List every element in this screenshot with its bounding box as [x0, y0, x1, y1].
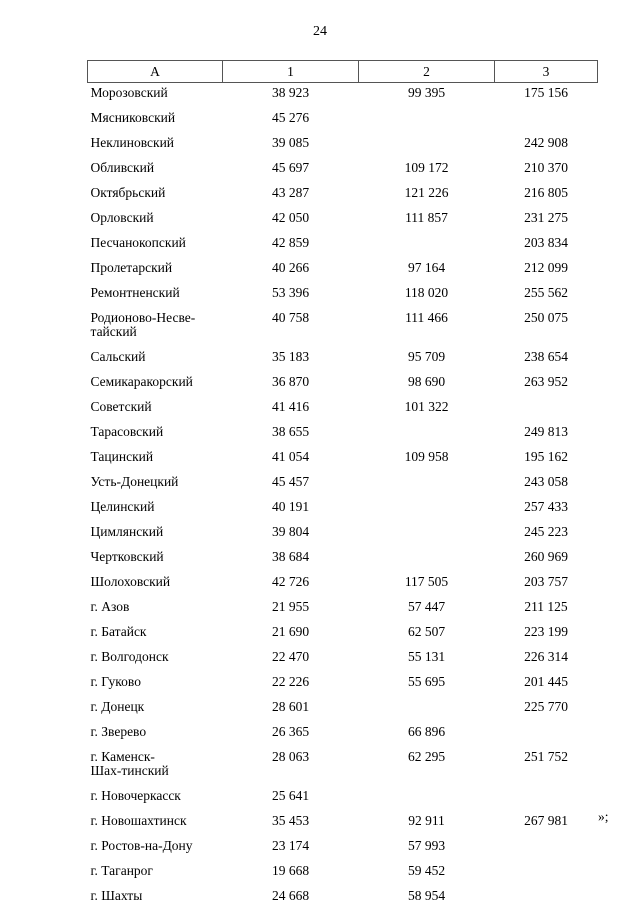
table-row	[88, 208, 598, 233]
value-cell: 42 859	[223, 233, 359, 258]
district-name-cell: Орловский	[88, 208, 223, 233]
district-name-cell: г. Новошахтинск	[88, 811, 223, 836]
value-cell	[495, 861, 598, 886]
value-cell: 38 923	[223, 83, 359, 109]
value-cell	[359, 547, 495, 572]
district-name-cell: Цимлянский	[88, 522, 223, 547]
district-name-cell: Семикаракорский	[88, 372, 223, 397]
table-row	[88, 422, 598, 447]
district-name-cell: г. Шахты	[88, 886, 223, 911]
value-cell: 98 690	[359, 372, 495, 397]
value-cell	[359, 108, 495, 133]
table-row	[88, 283, 598, 308]
value-cell: 28 063	[223, 747, 359, 786]
value-cell: 35 453	[223, 811, 359, 836]
value-cell: 26 365	[223, 722, 359, 747]
value-cell	[495, 886, 598, 911]
table-row	[88, 347, 598, 372]
value-cell: 22 470	[223, 647, 359, 672]
table-row	[88, 258, 598, 283]
header-row	[88, 61, 598, 83]
value-cell: 267 981	[495, 811, 598, 836]
header-cell: 3	[495, 61, 598, 83]
value-cell: 92 911	[359, 811, 495, 836]
table-row	[88, 183, 598, 208]
value-cell: 117 505	[359, 572, 495, 597]
district-name-cell: Неклиновский	[88, 133, 223, 158]
value-cell: 55 695	[359, 672, 495, 697]
value-cell: 255 562	[495, 283, 598, 308]
value-cell: 19 668	[223, 861, 359, 886]
value-cell	[359, 133, 495, 158]
value-cell: 97 164	[359, 258, 495, 283]
closing-mark: »;	[598, 809, 609, 825]
value-cell: 243 058	[495, 472, 598, 497]
value-cell: 39 804	[223, 522, 359, 547]
value-cell: 22 226	[223, 672, 359, 697]
value-cell: 62 295	[359, 747, 495, 786]
table-row	[88, 522, 598, 547]
value-cell	[359, 472, 495, 497]
district-name-cell: Морозовский	[88, 83, 223, 109]
district-name-cell: г. Азов	[88, 597, 223, 622]
value-cell: 257 433	[495, 497, 598, 522]
table-row	[88, 836, 598, 861]
value-cell	[495, 397, 598, 422]
table-row	[88, 597, 598, 622]
header-cell: 2	[359, 61, 495, 83]
value-cell: 226 314	[495, 647, 598, 672]
district-name-cell: Октябрьский	[88, 183, 223, 208]
district-name-cell: Родионово-Несве- тайский	[88, 308, 223, 347]
district-name-cell: Тацинский	[88, 447, 223, 472]
table-row	[88, 83, 598, 109]
table-row	[88, 811, 598, 836]
value-cell	[495, 786, 598, 811]
value-cell: 57 993	[359, 836, 495, 861]
value-cell: 38 684	[223, 547, 359, 572]
table-row	[88, 886, 598, 911]
value-cell: 21 955	[223, 597, 359, 622]
table-row	[88, 372, 598, 397]
value-cell: 245 223	[495, 522, 598, 547]
page-number: 24	[0, 24, 640, 40]
district-name-cell: г. Ростов-на-Дону	[88, 836, 223, 861]
value-cell: 55 131	[359, 647, 495, 672]
value-cell: 101 322	[359, 397, 495, 422]
table-row	[88, 397, 598, 422]
value-cell: 249 813	[495, 422, 598, 447]
table-row	[88, 697, 598, 722]
district-name-cell: Мясниковский	[88, 108, 223, 133]
value-cell: 212 099	[495, 258, 598, 283]
district-name-cell: г. Новочеркасск	[88, 786, 223, 811]
table-row	[88, 308, 598, 347]
value-cell: 40 191	[223, 497, 359, 522]
table-row	[88, 722, 598, 747]
value-cell: 242 908	[495, 133, 598, 158]
value-cell: 45 276	[223, 108, 359, 133]
table-row	[88, 861, 598, 886]
table-row	[88, 547, 598, 572]
value-cell: 66 896	[359, 722, 495, 747]
district-name-cell: Усть-Донецкий	[88, 472, 223, 497]
value-cell	[359, 233, 495, 258]
value-cell: 195 162	[495, 447, 598, 472]
table-body	[88, 83, 598, 911]
value-cell: 45 697	[223, 158, 359, 183]
value-cell: 95 709	[359, 347, 495, 372]
value-cell: 216 805	[495, 183, 598, 208]
value-cell: 36 870	[223, 372, 359, 397]
table-row	[88, 133, 598, 158]
table-row	[88, 497, 598, 522]
value-cell: 35 183	[223, 347, 359, 372]
header-cell: А	[88, 61, 223, 83]
value-cell: 40 266	[223, 258, 359, 283]
table-row	[88, 233, 598, 258]
table-row	[88, 647, 598, 672]
value-cell	[359, 697, 495, 722]
value-cell: 53 396	[223, 283, 359, 308]
district-name-cell: Ремонтненский	[88, 283, 223, 308]
value-cell: 263 952	[495, 372, 598, 397]
district-name-cell: Обливский	[88, 158, 223, 183]
district-name-cell: г. Таганрог	[88, 861, 223, 886]
table-row	[88, 622, 598, 647]
value-cell	[359, 422, 495, 447]
value-cell: 231 275	[495, 208, 598, 233]
value-cell	[495, 722, 598, 747]
value-cell	[495, 836, 598, 861]
district-name-cell: Чертковский	[88, 547, 223, 572]
value-cell: 99 395	[359, 83, 495, 109]
district-name-cell: Тарасовский	[88, 422, 223, 447]
value-cell: 21 690	[223, 622, 359, 647]
value-cell: 111 857	[359, 208, 495, 233]
value-cell: 109 958	[359, 447, 495, 472]
district-name-cell: г. Батайск	[88, 622, 223, 647]
value-cell: 251 752	[495, 747, 598, 786]
value-cell: 25 641	[223, 786, 359, 811]
value-cell: 41 416	[223, 397, 359, 422]
value-cell: 23 174	[223, 836, 359, 861]
header-cell: 1	[223, 61, 359, 83]
value-cell: 42 050	[223, 208, 359, 233]
value-cell: 58 954	[359, 886, 495, 911]
district-name-cell: Сальский	[88, 347, 223, 372]
value-cell: 28 601	[223, 697, 359, 722]
value-cell: 225 770	[495, 697, 598, 722]
value-cell: 57 447	[359, 597, 495, 622]
table-row	[88, 108, 598, 133]
table-row	[88, 786, 598, 811]
value-cell: 111 466	[359, 308, 495, 347]
district-name-cell: Советский	[88, 397, 223, 422]
value-cell: 43 287	[223, 183, 359, 208]
table-row	[88, 472, 598, 497]
table-row	[88, 747, 598, 786]
value-cell: 40 758	[223, 308, 359, 347]
value-cell: 39 085	[223, 133, 359, 158]
value-cell: 175 156	[495, 83, 598, 109]
district-name-cell: г. Зверево	[88, 722, 223, 747]
value-cell: 42 726	[223, 572, 359, 597]
value-cell: 210 370	[495, 158, 598, 183]
value-cell: 109 172	[359, 158, 495, 183]
district-name-cell: Пролетарский	[88, 258, 223, 283]
district-name-cell: г. Донецк	[88, 697, 223, 722]
value-cell: 223 199	[495, 622, 598, 647]
value-cell: 41 054	[223, 447, 359, 472]
district-name-cell: г. Волгодонск	[88, 647, 223, 672]
value-cell: 203 757	[495, 572, 598, 597]
value-cell	[495, 108, 598, 133]
value-cell: 118 020	[359, 283, 495, 308]
table-row	[88, 447, 598, 472]
data-table	[87, 60, 598, 911]
value-cell	[359, 786, 495, 811]
value-cell: 121 226	[359, 183, 495, 208]
value-cell: 260 969	[495, 547, 598, 572]
value-cell: 250 075	[495, 308, 598, 347]
value-cell	[359, 497, 495, 522]
district-name-cell: Песчанокопский	[88, 233, 223, 258]
table-row	[88, 572, 598, 597]
value-cell: 62 507	[359, 622, 495, 647]
district-name-cell: Целинский	[88, 497, 223, 522]
district-name-cell: г. Каменск- Шах-тинский	[88, 747, 223, 786]
value-cell: 59 452	[359, 861, 495, 886]
value-cell: 238 654	[495, 347, 598, 372]
district-name-cell: Шолоховский	[88, 572, 223, 597]
district-name-cell: г. Гуково	[88, 672, 223, 697]
value-cell: 38 655	[223, 422, 359, 447]
value-cell: 203 834	[495, 233, 598, 258]
value-cell	[359, 522, 495, 547]
table-row	[88, 158, 598, 183]
value-cell: 45 457	[223, 472, 359, 497]
value-cell: 211 125	[495, 597, 598, 622]
table-row	[88, 672, 598, 697]
value-cell: 201 445	[495, 672, 598, 697]
value-cell: 24 668	[223, 886, 359, 911]
